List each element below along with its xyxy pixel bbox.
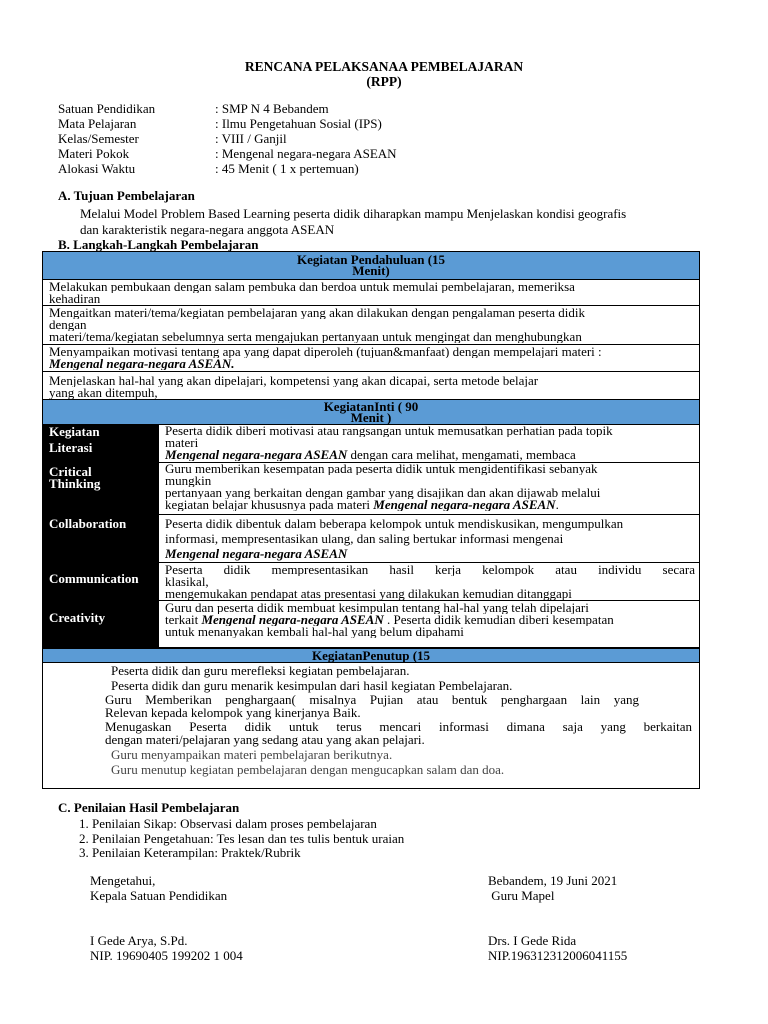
penutup-header (43, 648, 699, 663)
label-creativity: Creativity (49, 610, 106, 625)
penutup-line-6: dengan materi/pelajaran yang sedang atau yang akan pelajari. (105, 732, 425, 747)
inti-label-column (43, 425, 158, 648)
identity-value-mapel: : Ilmu Pengetahuan Sosial (IPS) (215, 116, 382, 131)
identity-value-kelas: : VIII / Ganjil (215, 131, 287, 146)
critical-line-1: Guru memberikan kesempatan pada peserta didik untuk mengidentifikasi sebanyak (165, 463, 598, 475)
identity-label-materi: Materi Pokok (58, 146, 130, 161)
collaboration-line-1: Peserta didik dibentuk dalam beberapa kelompok untuk mendiskusikan, mengumpulkan (165, 516, 624, 531)
creativity-topic: Mengenal negara-negara ASEAN (201, 614, 384, 626)
document-subtitle: (RPP) (366, 74, 402, 89)
penutup-line-5: Menugaskan Peserta didik untuk terus mencari informasi dimana saja yang berkaitan (105, 719, 692, 734)
pendahuluan-header-line-1: Kegiatan Pendahuluan (15 (296, 252, 446, 267)
signature-left-name: I Gede Arya, S.Pd. (90, 933, 188, 948)
pendahuluan-row-2-line-2: dengan (49, 319, 87, 331)
penutup-content (43, 663, 699, 789)
penutup-line-7: Guru menyampaikan materi pembelajaran berikutnya. (111, 747, 393, 762)
identity-label-mapel: Mata Pelajaran (58, 116, 137, 131)
pendahuluan-row-3-line-2: Mengenal negara-negara ASEAN. (49, 358, 235, 370)
identity-value-satuan: : SMP N 4 Bebandem (215, 101, 329, 116)
pendahuluan-row-4-line-1: Menjelaskan hal-hal yang akan dipelajari, kompetensi yang akan dicapai, serta metode belajar (49, 375, 539, 387)
assessment-item-1: 1. Penilaian Sikap: Observasi dalam proses pembelajaran (79, 816, 377, 831)
penutup-line-1: Peserta didik dan guru merefleksi kegiatan pembelajaran. (111, 663, 410, 678)
literasi-line-2: materi (165, 437, 199, 449)
penutup-line-4: Relevan kepada kelompok yang kinerjanya Baik. (105, 705, 361, 720)
pendahuluan-header (43, 252, 699, 280)
collaboration-line-2: informasi, mempresentasikan ulang, dan saling bertukar informasi mengenai (165, 531, 564, 546)
creativity-line-2 (165, 614, 695, 626)
literasi-topic: Mengenal negara-negara ASEAN (165, 449, 348, 461)
signature-right-line-1: Bebandem, 19 Juni 2021 (488, 873, 618, 888)
identity-label-satuan: Satuan Pendidikan (58, 101, 156, 116)
penutup-line-3: Guru Memberikan penghargaan( misalnya Pujian atau bentuk penghargaan lain yang (105, 692, 639, 707)
inti-header (43, 399, 699, 425)
pendahuluan-row-4 (43, 372, 699, 400)
critical-topic: Mengenal negara-negara ASEAN (373, 499, 556, 511)
section-b-heading: B. Langkah-Langkah Pembelajaran (58, 237, 259, 252)
pendahuluan-row-3 (43, 345, 699, 372)
critical-line-2: mungkin (165, 475, 212, 487)
creativity-line-3: untuk menanyakan kembali hal-hal yang belum dipahami (165, 626, 464, 638)
label-literasi: Literasi (49, 440, 93, 455)
pendahuluan-row-3-line-1: Menyampaikan motivasi tentang apa yang dapat diperoleh (tujuan&manfaat) dengan mempelajari materi : (49, 346, 602, 358)
literasi-line-3-rest: dengan cara melihat, mengamati, membaca (347, 449, 576, 461)
section-a-line-2: dan karakteristik negara-negara anggota ASEAN (80, 222, 335, 237)
penutup-header-label: KegiatanPenutup (15 (311, 648, 431, 663)
label-collaboration: Collaboration (49, 516, 127, 531)
identity-label-kelas: Kelas/Semester (58, 131, 139, 146)
identity-value-alokasi: : 45 Menit ( 1 x pertemuan) (215, 161, 359, 176)
creativity-cell (158, 601, 699, 648)
inti-header-line-1: KegiatanInti ( 90 (323, 399, 419, 414)
assessment-item-3: 3. Penilaian Keterampilan: Praktek/Rubrik (79, 845, 301, 860)
literasi-line-1: Peserta didik diberi motivasi atau rangsangan untuk memusatkan perhatian pada topik (165, 425, 613, 437)
critical-line-4-post: . (555, 499, 559, 511)
section-a-heading: A. Tujuan Pembelajaran (58, 188, 195, 203)
label-kegiatan: Kegiatan (49, 424, 100, 439)
signature-left-line-2: Kepala Satuan Pendidikan (90, 888, 228, 903)
signature-right-line-2: Guru Mapel (488, 888, 555, 903)
signature-right-nip: NIP.196312312006041155 (488, 948, 628, 963)
inti-header-line-2: Menit ) (350, 410, 392, 425)
communication-line-2: klasikal, (165, 576, 209, 588)
signature-left-nip: NIP. 19690405 199202 1 004 (90, 948, 243, 963)
section-a-line-1: Melalui Model Problem Based Learning peserta didik diharapkan mampu Menjelaskan kondisi geografis (80, 206, 627, 221)
identity-value-materi: : Mengenal negara-negara ASEAN (215, 146, 397, 161)
label-critical: Critical (49, 464, 92, 479)
creativity-line-2-post: . Peserta didik kemudian diberi kesempatan (383, 614, 614, 626)
pendahuluan-header-line-2: Menit) (352, 263, 390, 278)
penutup-line-8: Guru menutup kegiatan pembelajaran dengan mengucapkan salam dan doa. (111, 762, 505, 777)
collaboration-topic: Mengenal negara-negara ASEAN (165, 546, 348, 561)
learning-steps-table (42, 251, 700, 789)
pendahuluan-row-2 (43, 306, 699, 345)
penutup-line-2: Peserta didik dan guru menarik kesimpulan dari hasil kegiatan Pembelajaran. (111, 678, 513, 693)
creativity-line-1: Guru dan peserta didik membuat kesimpulan tentang hal-hal yang telah dipelajari (165, 602, 589, 614)
identity-label-alokasi: Alokasi Waktu (58, 161, 136, 176)
section-c-heading: C. Penilaian Hasil Pembelajaran (58, 800, 240, 815)
literasi-cell (158, 425, 699, 463)
critical-line-4-pre: kegiatan belajar khususnya pada materi (165, 499, 374, 511)
signature-right-name: Drs. I Gede Rida (488, 933, 577, 948)
pendahuluan-row-1 (43, 280, 699, 306)
critical-thinking-cell (158, 463, 699, 515)
label-thinking: Thinking (49, 476, 101, 491)
document-title: RENCANA PELAKSANAA PEMBELAJARAN (244, 59, 524, 74)
pendahuluan-row-1-line-1: Melakukan pembukaan dengan salam pembuka dan berdoa untuk memulai pembelajaran, memeriksa (49, 281, 575, 293)
literasi-line-3 (165, 449, 695, 461)
creativity-line-2-pre: terkait (165, 614, 202, 626)
pendahuluan-row-2-line-3: materi/tema/kegiatan sebelumnya serta mengajukan pertanyaan untuk mengingat dan menghubungkan (49, 331, 582, 343)
label-communication: Communication (49, 571, 139, 586)
communication-cell (158, 563, 699, 601)
collaboration-cell (158, 515, 699, 563)
pendahuluan-row-4-line-2: yang akan ditempuh, (49, 387, 158, 399)
critical-line-4 (165, 499, 695, 511)
assessment-item-2: 2. Penilaian Pengetahuan: Tes lesan dan tes tulis bentuk uraian (79, 831, 405, 846)
communication-line-1: Peserta didik mempresentasikan hasil kerja kelompok atau individu secara (165, 564, 695, 576)
signature-left-line-1: Mengetahui, (90, 873, 156, 888)
pendahuluan-row-2-line-1: Mengaitkan materi/tema/kegiatan pembelajaran yang akan dilakukan dengan pengalaman peserta didik (49, 307, 586, 319)
pendahuluan-row-1-line-2: kehadiran (49, 293, 101, 305)
critical-line-3: pertanyaan yang berkaitan dengan gambar yang disajikan dan akan dijawab melalui (165, 487, 601, 499)
communication-line-3: mengemukakan pendapat atas presentasi yang dilakukan kemudian ditanggapi (165, 588, 572, 600)
